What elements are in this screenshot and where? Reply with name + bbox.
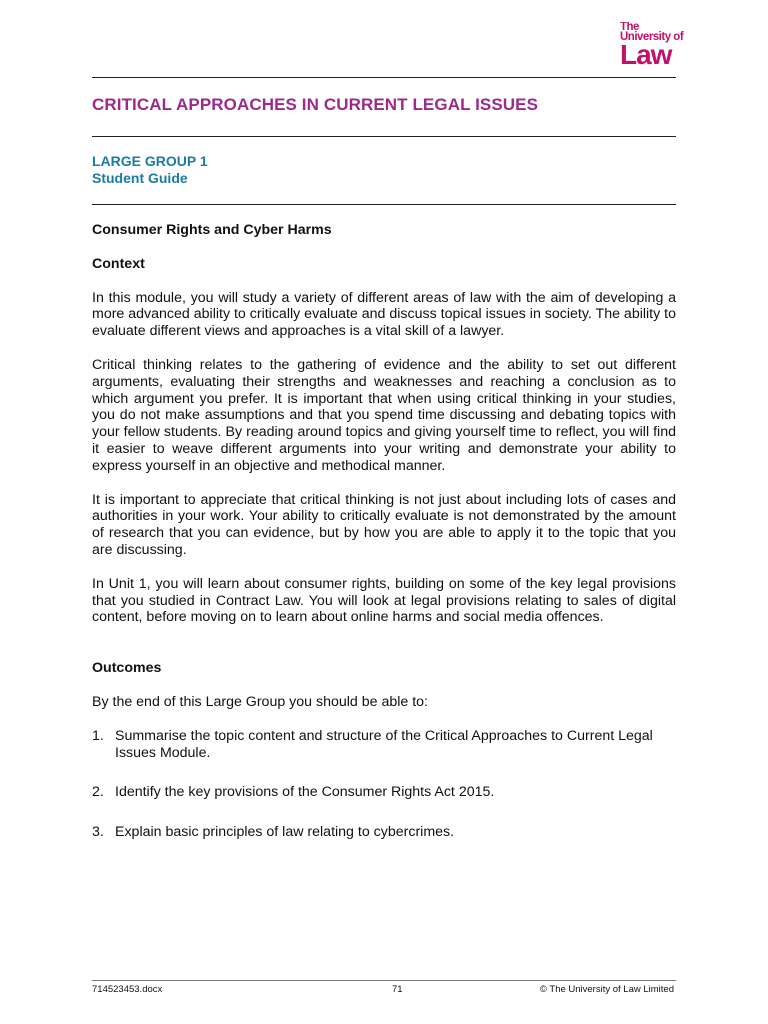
guide-label: Student Guide [92, 170, 188, 186]
divider-group [92, 204, 676, 205]
outcome-item [92, 728, 676, 762]
outcomes-list [92, 728, 676, 841]
divider-top [92, 77, 676, 78]
topic-heading: Consumer Rights and Cyber Harms [92, 222, 332, 238]
outcome-number: 1. [92, 727, 104, 744]
outcomes-intro: By the end of this Large Group you should be able to: [92, 693, 428, 710]
outcome-text: Explain basic principles of law relating to cybercrimes. [115, 824, 455, 841]
outcome-text: Identify the key provisions of the Consumer Rights Act 2015. [115, 784, 495, 801]
divider-title [92, 136, 676, 137]
outcome-item [92, 824, 676, 841]
footer-filename: 714523453.docx [92, 984, 163, 995]
paragraph-3: It is important to appreciate that critical thinking is not just about including lots of cases and authorities in your work. Your ability to critically evaluate is not demonstrated by the amount of research that you can evidence, but by how you are able to apply it to the topic that you are discussing. [92, 491, 676, 558]
outcome-number: 3. [92, 824, 104, 841]
paragraph-4: In Unit 1, you will learn about consumer rights, building on some of the key legal provisions that you studied in Contract Law. You will look at legal provisions relating to sales of digital content, before moving on to learn about online harms and social media offences. [92, 575, 676, 626]
outcome-text: Summarise the topic content and structure of the Critical Approaches to Current Legal Issues Module. [115, 727, 653, 761]
document-body [92, 222, 676, 841]
footer-copyright: © The University of Law Limited [539, 984, 674, 995]
context-heading: Context [92, 255, 145, 272]
footer-divider [92, 980, 676, 981]
group-label: LARGE GROUP 1 [92, 153, 208, 169]
logo-line-university: University of [620, 31, 684, 43]
outcome-number: 2. [92, 784, 104, 801]
logo-line-law: Law [620, 39, 672, 68]
logo-line-the: The [620, 22, 639, 33]
outcomes-heading: Outcomes [92, 660, 162, 677]
group-heading [92, 153, 208, 187]
document-title: CRITICAL APPROACHES IN CURRENT LEGAL ISSUES [92, 95, 539, 114]
outcome-item [92, 784, 676, 801]
paragraph-2: Critical thinking relates to the gathering of evidence and the ability to set out different arguments, evaluating their strengths and weaknesses and reaching a conclusion as to which argument you prefer. It is important that when using critical thinking in your studies, you do not make assumptions and that you spend time discussing and debating topics with your fellow students. By reading around topics and giving yourself time to reflect, you will find it easier to weave different arguments into your writing and demonstrate your ability to express yourself in an objective and methodical manner. [92, 356, 676, 474]
university-logo [620, 22, 768, 68]
paragraph-1: In this module, you will study a variety of different areas of law with the aim of developing a more advanced ability to critically evaluate and discuss topical issues in society. The ability to evaluate different views and approaches is a vital skill of a lawyer. [92, 289, 676, 340]
footer-page-number: 71 [392, 984, 403, 995]
